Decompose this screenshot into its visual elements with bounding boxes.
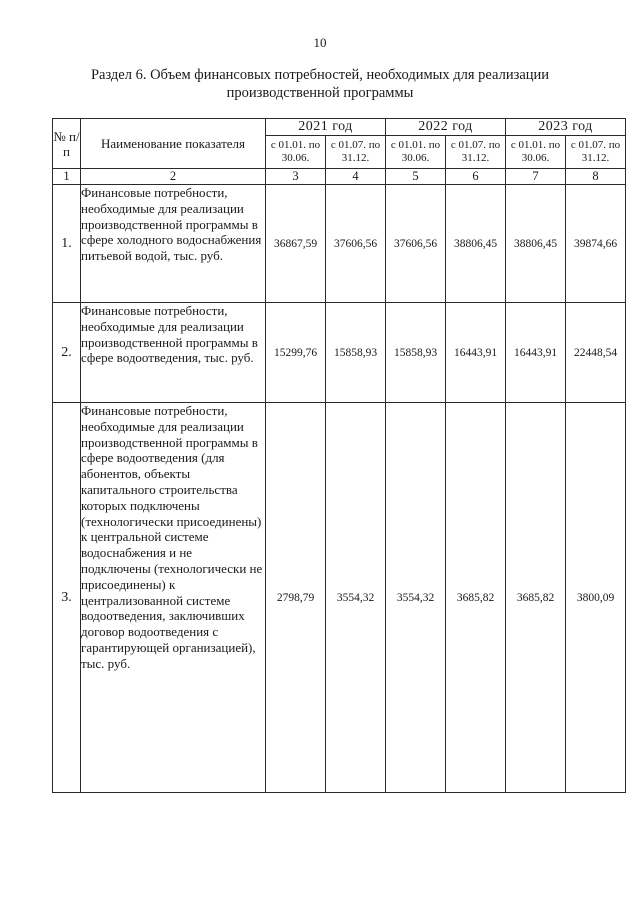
header-year-2021: 2021 год [266,119,386,136]
row-value: 3685,82 [506,403,566,793]
row-value: 15299,76 [266,303,326,403]
header-year-2022: 2022 год [386,119,506,136]
row-value: 3554,32 [386,403,446,793]
row-value: 16443,91 [446,303,506,403]
row-value: 38806,45 [446,185,506,303]
row-value: 16443,91 [506,303,566,403]
section-title [40,66,600,102]
column-index: 5 [386,169,446,185]
header-period: с 01.01. по 30.06. [266,136,326,169]
table-row [53,303,626,403]
row-value: 36867,59 [266,185,326,303]
header-period: с 01.01. по 30.06. [386,136,446,169]
column-index: 4 [326,169,386,185]
row-value: 2798,79 [266,403,326,793]
section-title-line-2: производственной программы [226,85,414,101]
header-period: с 01.07. по 31.12. [566,136,626,169]
header-period: с 01.01. по 30.06. [506,136,566,169]
row-value: 37606,56 [386,185,446,303]
header-period: с 01.07. по 31.12. [446,136,506,169]
financial-needs-table [52,118,626,793]
header-number: № п/п [53,119,81,169]
column-index: 1 [53,169,81,185]
header-period: с 01.07. по 31.12. [326,136,386,169]
header-year-2023: 2023 год [506,119,626,136]
column-index-row [53,169,626,185]
row-value: 15858,93 [326,303,386,403]
header-indicator-name: Наименование показателя [81,119,266,169]
row-number: 2. [53,303,81,403]
column-index: 3 [266,169,326,185]
column-index: 7 [506,169,566,185]
row-indicator-name: Финансовые потребности, необходимые для реализации производственной программы в сфере холодного водоснабжения питьевой водой, тыс. руб. [81,185,266,303]
row-value: 3800,09 [566,403,626,793]
row-indicator-name: Финансовые потребности, необходимые для реализации производственной программы в сфере водоотведения, тыс. руб. [81,303,266,403]
column-index: 8 [566,169,626,185]
column-index: 6 [446,169,506,185]
row-indicator-name: Финансовые потребности, необходимые для реализации производственной программы в сфере водоотведения (для абонентов, объекты капитального строительства которых подключены (технологически присоединены) к центральной системе водоснабжения и не подключены (технологически не присоединены) к централизованной системе водоотведения, заключивших договор водоотведения с гарантирующей организацией), тыс. руб. [81,403,266,793]
row-value: 38806,45 [506,185,566,303]
row-value: 3685,82 [446,403,506,793]
page-number: 10 [313,35,327,50]
row-number: 3. [53,403,81,793]
row-value: 3554,32 [326,403,386,793]
row-number: 1. [53,185,81,303]
section-title-line-1: Раздел 6. Объем финансовых потребностей, необходимых для реализации [90,67,550,83]
row-value: 15858,93 [386,303,446,403]
row-value: 22448,54 [566,303,626,403]
table-row [53,185,626,303]
row-value: 37606,56 [326,185,386,303]
table-row [53,403,626,793]
row-value: 39874,66 [566,185,626,303]
column-index: 2 [81,169,266,185]
